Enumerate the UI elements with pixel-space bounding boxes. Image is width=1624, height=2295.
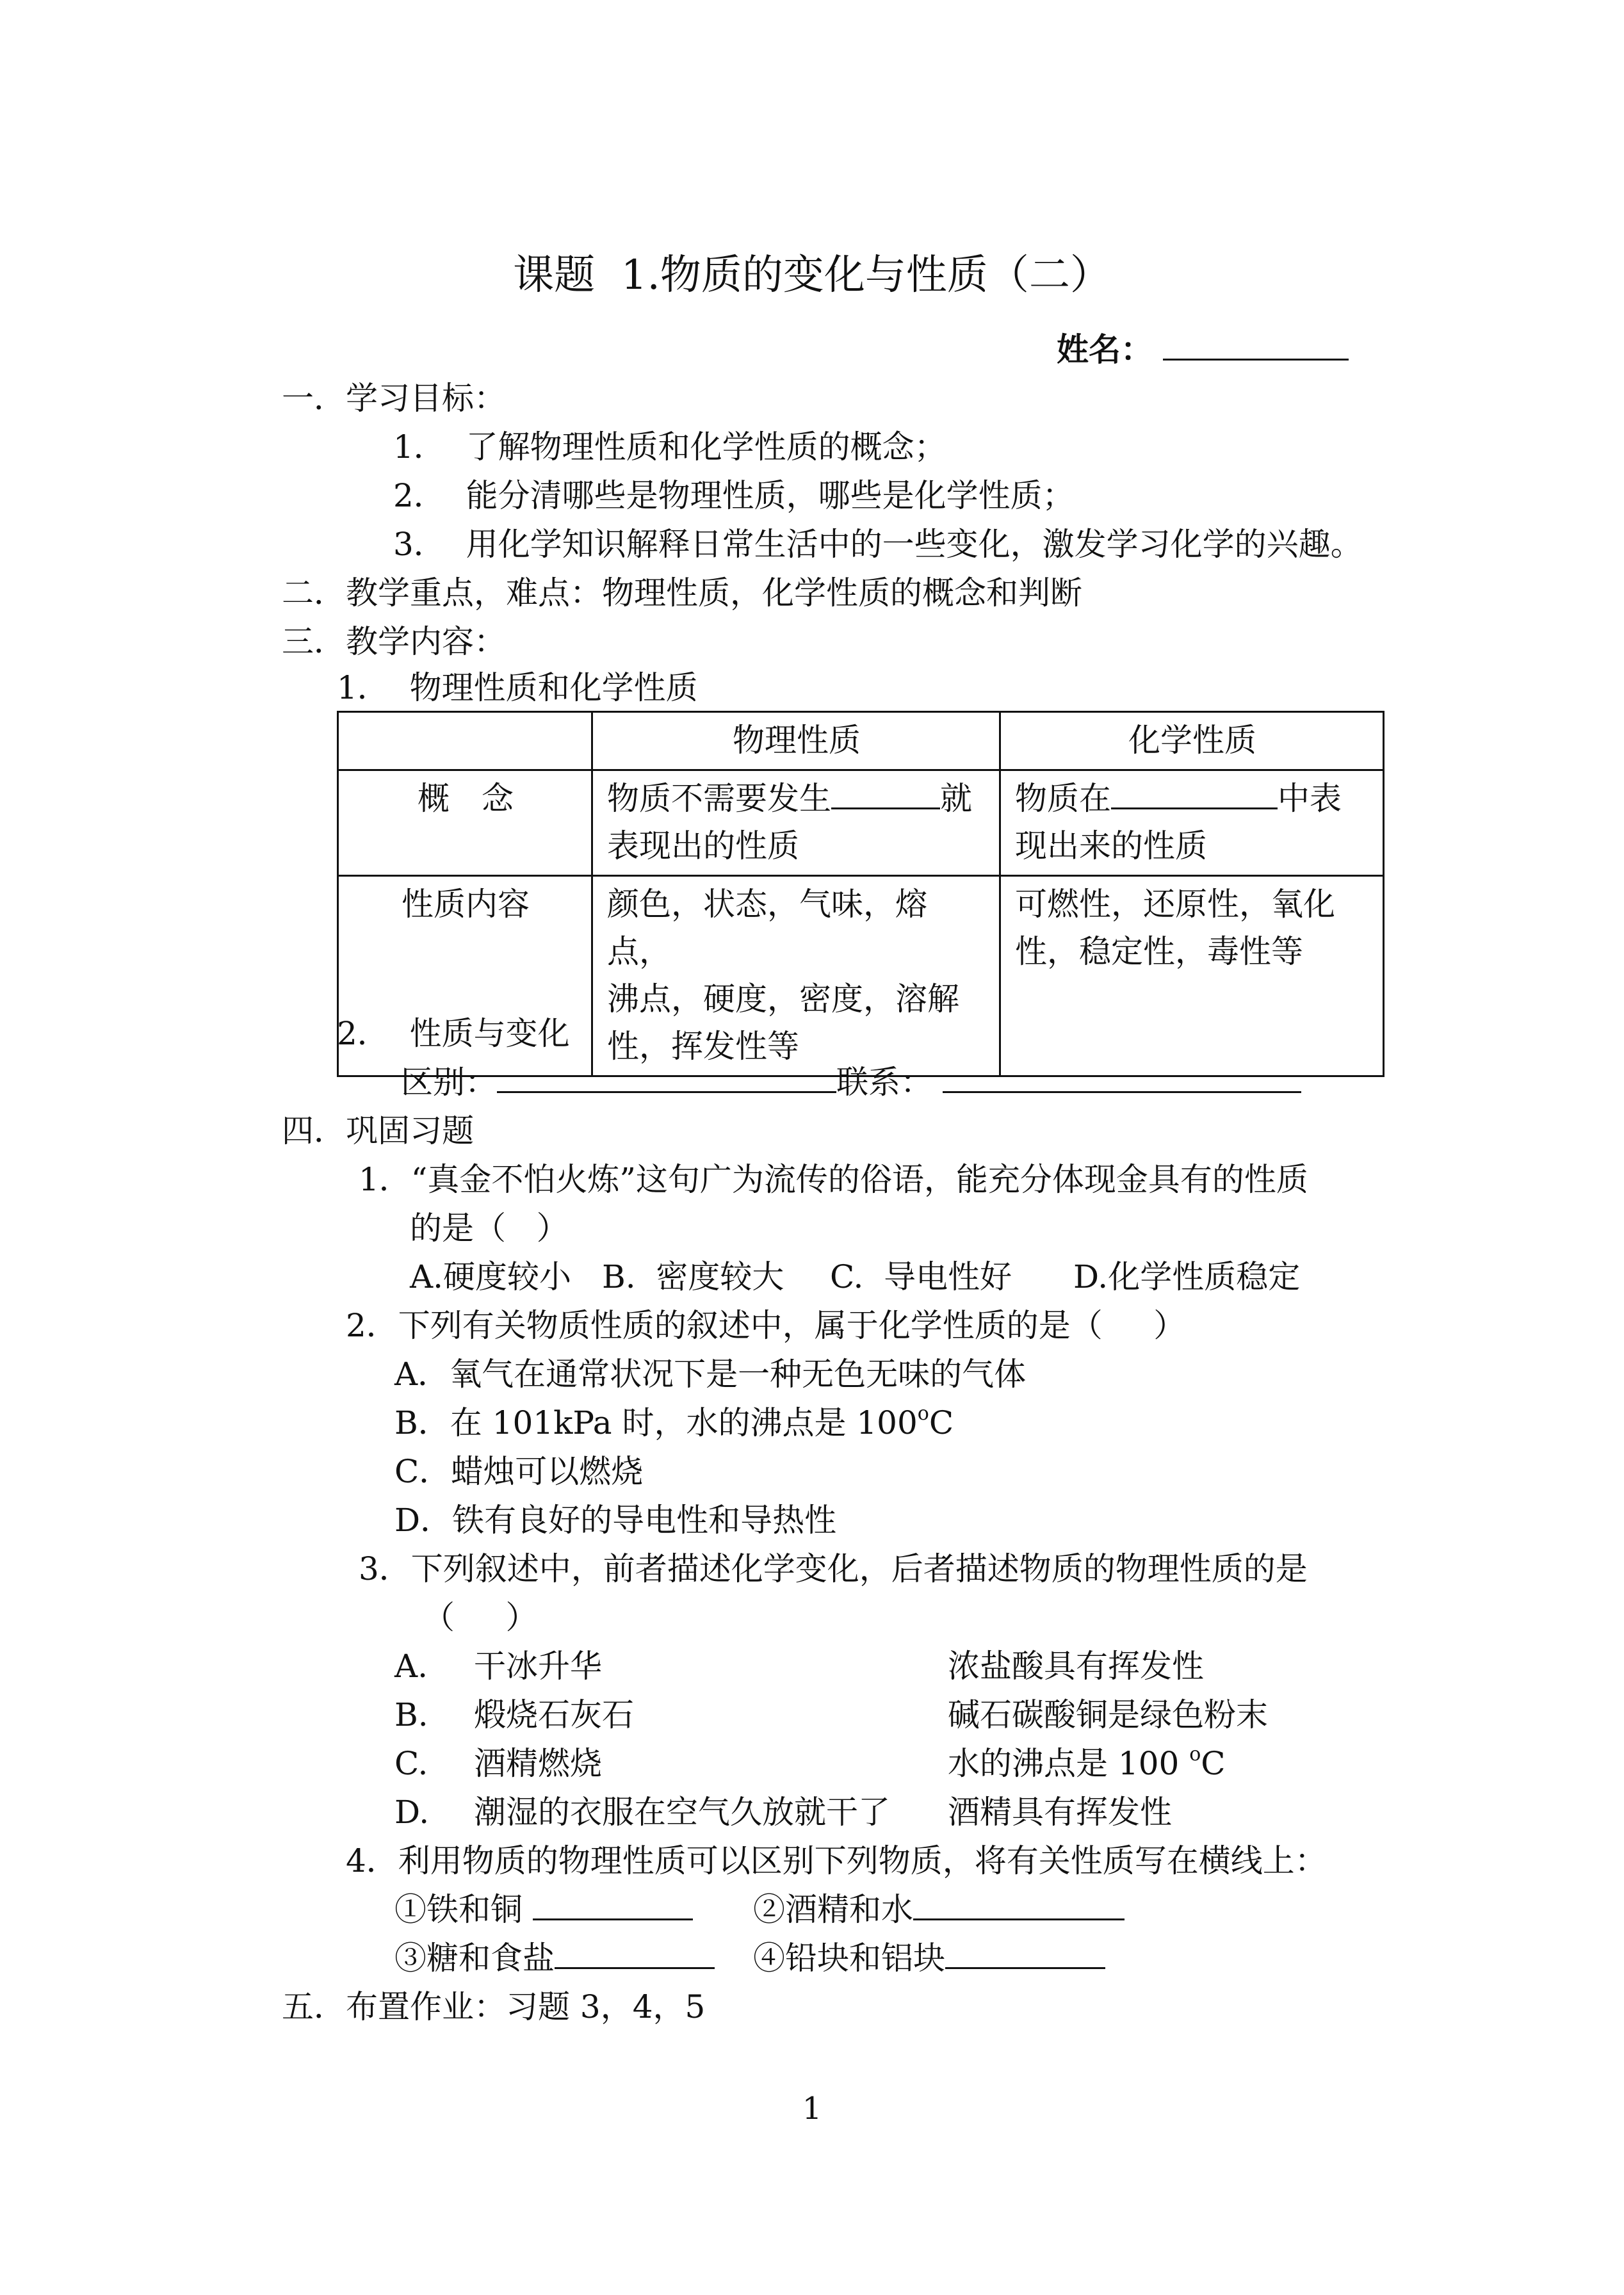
link-label: 联系：	[836, 1064, 932, 1101]
q3-option-letter: D.	[394, 1794, 430, 1831]
cell-text: 沸点，硬度，密度，溶解	[607, 980, 959, 1018]
q4-item	[753, 1885, 1125, 1934]
section-4-heading: 四．巩固习题	[282, 1112, 474, 1149]
cell-text: 性，挥发性等	[607, 1028, 799, 1065]
q4-item	[394, 1934, 715, 1983]
cell-text: 现出来的性质	[1015, 827, 1207, 864]
table-header-cell: 物理性质	[592, 712, 1000, 770]
cell-text: 表现出的性质	[607, 827, 799, 864]
question-3-text: （ ）	[423, 1599, 538, 1636]
table-header-cell: 化学性质	[1000, 712, 1384, 770]
q2-option: D．铁有良好的导电性和导热性	[394, 1502, 837, 1539]
degree-unit: C	[929, 1404, 954, 1441]
row-label: 概 念	[338, 770, 592, 876]
answer-blank[interactable]	[913, 1890, 1125, 1920]
section-5-heading: 五．布置作业：习题 3，4，5	[282, 1988, 706, 2025]
row-label: 性质内容	[338, 876, 592, 1076]
q3-option-right: 浓盐酸具有挥发性	[948, 1648, 1204, 1685]
question-1-text: 的是（ ）	[410, 1210, 569, 1247]
page-number: 1	[802, 2091, 822, 2127]
option-text: B．在 101kPa 时，水的沸点是 100	[394, 1404, 918, 1441]
q2-option: C．蜡烛可以燃烧	[394, 1453, 644, 1490]
item-text: ①铁和铜	[394, 1891, 523, 1928]
objective-item: 2． 能分清哪些是物理性质，哪些是化学性质；	[393, 477, 1075, 514]
question-1-text: 1．“真金不怕火炼”这句广为流传的俗语，能充分体现金具有的性质	[359, 1161, 1308, 1198]
q1-option: B. 密度较大	[602, 1258, 784, 1295]
subsection-2-heading: 2． 性质与变化	[337, 1015, 570, 1052]
section-2-heading: 二．教学重点，难点：物理性质，化学性质的概念和判断	[282, 574, 1082, 612]
table-header-cell	[338, 712, 592, 770]
q2-option	[394, 1399, 954, 1447]
cell-text: 颜色，状态，气味，熔点，	[607, 886, 927, 970]
cell-text: 中表	[1278, 780, 1342, 817]
degree-unit: C	[1201, 1745, 1226, 1782]
cell-text: 物质不需要发生	[607, 780, 831, 817]
page-title: 课题 1.物质的变化与性质（二）	[513, 252, 1111, 299]
answer-blank[interactable]	[533, 1890, 693, 1920]
answer-blank[interactable]	[945, 1939, 1105, 1969]
q3-option-letter: A.	[394, 1648, 428, 1685]
concept-blank[interactable]	[831, 779, 940, 809]
physical-concept-cell	[592, 770, 1000, 876]
table-header-row	[338, 712, 1384, 770]
item-text: ②酒精和水	[753, 1891, 913, 1928]
q4-item	[394, 1885, 693, 1934]
q1-option: D.化学性质稳定	[1073, 1258, 1301, 1295]
q3-option-right: 碱石碳酸铜是绿色粉末	[948, 1696, 1268, 1733]
table-row	[338, 770, 1384, 876]
degree-sup: o	[917, 1402, 929, 1425]
difference-label: 区别：	[401, 1064, 497, 1101]
q3-option-right	[948, 1739, 1226, 1788]
difference-blank[interactable]	[497, 1063, 836, 1093]
q3-option-left: 潮湿的衣服在空气久放就干了	[474, 1794, 890, 1831]
name-field	[1057, 325, 1349, 374]
chemical-content-cell	[1000, 876, 1384, 1076]
question-3-text: 3．下列叙述中，前者描述化学变化，后者描述物质的物理性质的是	[359, 1550, 1308, 1587]
item-text: ③糖和食盐	[394, 1940, 555, 1977]
name-label: 姓名：	[1057, 330, 1153, 368]
cell-text: 性，稳定性，毒性等	[1015, 933, 1303, 970]
q3-option-left: 酒精燃烧	[474, 1745, 602, 1782]
section-3-heading: 三．教学内容：	[282, 623, 506, 660]
cell-text: 可燃性，还原性，氧化	[1015, 886, 1335, 923]
option-text: 水的沸点是 100	[948, 1745, 1190, 1782]
link-blank[interactable]	[943, 1063, 1301, 1093]
q3-option-letter: C.	[394, 1745, 428, 1782]
objective-item: 1． 了解物理性质和化学性质的概念；	[393, 428, 946, 466]
subsection-1-heading: 1． 物理性质和化学性质	[337, 669, 698, 706]
degree-sup: o	[1189, 1743, 1201, 1765]
q1-option: A.硬度较小	[410, 1258, 572, 1295]
q3-option-left: 煅烧石灰石	[474, 1696, 634, 1733]
cell-text: 物质在	[1015, 780, 1111, 817]
concept-blank[interactable]	[1111, 779, 1278, 809]
chemical-concept-cell	[1000, 770, 1384, 876]
q3-option-right: 酒精具有挥发性	[948, 1794, 1172, 1831]
cell-text: 就	[940, 780, 972, 817]
q4-item	[753, 1934, 1105, 1983]
item-text: ④铅块和铝块	[753, 1940, 945, 1977]
section-1-heading: 一．学习目标：	[282, 380, 506, 417]
question-2-text: 2．下列有关物质性质的叙述中，属于化学性质的是（ ）	[346, 1307, 1186, 1344]
q3-option-letter: B.	[394, 1696, 428, 1733]
name-blank[interactable]	[1163, 330, 1349, 361]
q3-option-left: 干冰升华	[474, 1648, 602, 1685]
q2-option: A．氧气在通常状况下是一种无色无味的气体	[394, 1356, 1027, 1393]
answer-blank[interactable]	[555, 1939, 715, 1969]
question-4-text: 4．利用物质的物理性质可以区别下列物质，将有关性质写在横线上：	[346, 1842, 1327, 1879]
difference-link-line	[401, 1058, 1301, 1107]
objective-item: 3． 用化学知识解释日常生活中的一些变化，激发学习化学的兴趣。	[393, 526, 1363, 563]
q1-option: C. 导电性好	[830, 1258, 1012, 1295]
physical-content-cell	[592, 876, 1000, 1076]
